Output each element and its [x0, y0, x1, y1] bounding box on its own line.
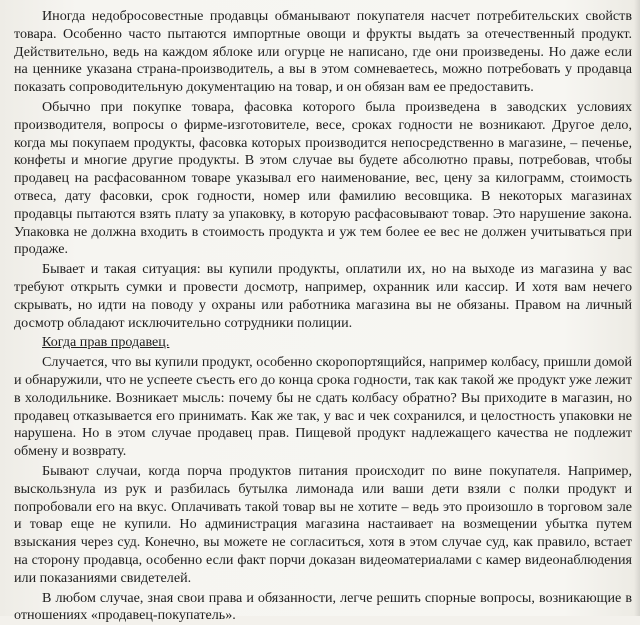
- paragraph-misrepresentation: Иногда недобросовестные продавцы обманывают покупателя насчет потребительских свойств товара. Особенно часто пытаются импортные овощи и фрукты выдать за отечественный продукт. Действительно, ведь на каждом яблоке или огурце не написано, где они произведены. Но даже если на ценнике указана страна-производитель, а вы в этом сомневаетесь, можно потребовать у продавца показать сопроводительную документацию на товар, и он обязан вам ее предоставить.: [14, 8, 632, 97]
- section-heading-text: Когда прав продавец.: [42, 334, 169, 350]
- paragraph-returns: Случается, что вы купили продукт, особенно скоропортящийся, например колбасу, пришли домой и обнаружили, что не успеете съесть его до конца срока годности, так как такой же продукт уже лежит в холодильнике. Возникает мысль: почему бы не сдать колбасу обратно? Вы приходите в магазин, но продавец отказывается его принимать. Как же так, у вас и чек сохранился, и целостность упаковки не нарушена. Но в этом случае продавец прав. Пищевой продукт надлежащего качества не подлежит обмену и возврату.: [14, 354, 632, 461]
- paragraph-damage: Бывают случаи, когда порча продуктов питания происходит по вине покупателя. Например, выскользнула из рук и разбилась бутылка лимонада или ваши дети взяли с полки продукт и попробовали его на вкус. Оплачивать такой товар вы не хотите – ведь это произошло в торговом зале и товар еще не купили. Но администрация магазина настаивает на возмещении убытка путем взыскания через суд. Конечно, вы можете не согласиться, хотя в этом случае суд, как правило, встает на сторону продавца, особенно если факт порчи доказан видеоматериалами с камер видеонаблюдения или показаниями свидетелей.: [14, 463, 632, 588]
- paragraph-inspection: Бывает и такая ситуация: вы купили продукты, оплатили их, но на выходе из магазина у вас требуют открыть сумки и провести досмотр, например, охранник или кассир. И хотя вам нечего скрывать, но идти на поводу у охраны или работника магазина вы не обязаны. Правом на личный досмотр обладают исключительно сотрудники полиции.: [14, 261, 632, 332]
- section-heading: [14, 334, 632, 352]
- scan-edge-shadow: [634, 0, 640, 616]
- paragraph-conclusion: В любом случае, зная свои права и обязанности, легче решить спорные вопросы, возникающие в отношениях «продавец-покупатель».: [14, 590, 632, 625]
- paragraph-packaging: Обычно при покупке товара, фасовка которого была произведена в заводских условиях производителя, вопросы о фирме-изготовителе, весе, сроках годности не возникают. Другое дело, когда мы покупаем продукты, фасовка которых производится непосредственно в магазине, – печенье, конфеты и многие другие продукты. В этом случае вы будете абсолютно правы, потребовав, чтобы продавец на расфасованном товаре указывал его наименование, вес, цену за килограмм, стоимость отвеса, дату фасовки, срок годности, номер или фамилию весовщика. В некоторых магазинах продавцы пытаются взять плату за упаковку, в которую расфасовывают товар. Это нарушение закона. Упаковка не должна входить в стоимость продукта и уж тем более ее вес не должен учитываться при продаже.: [14, 99, 632, 259]
